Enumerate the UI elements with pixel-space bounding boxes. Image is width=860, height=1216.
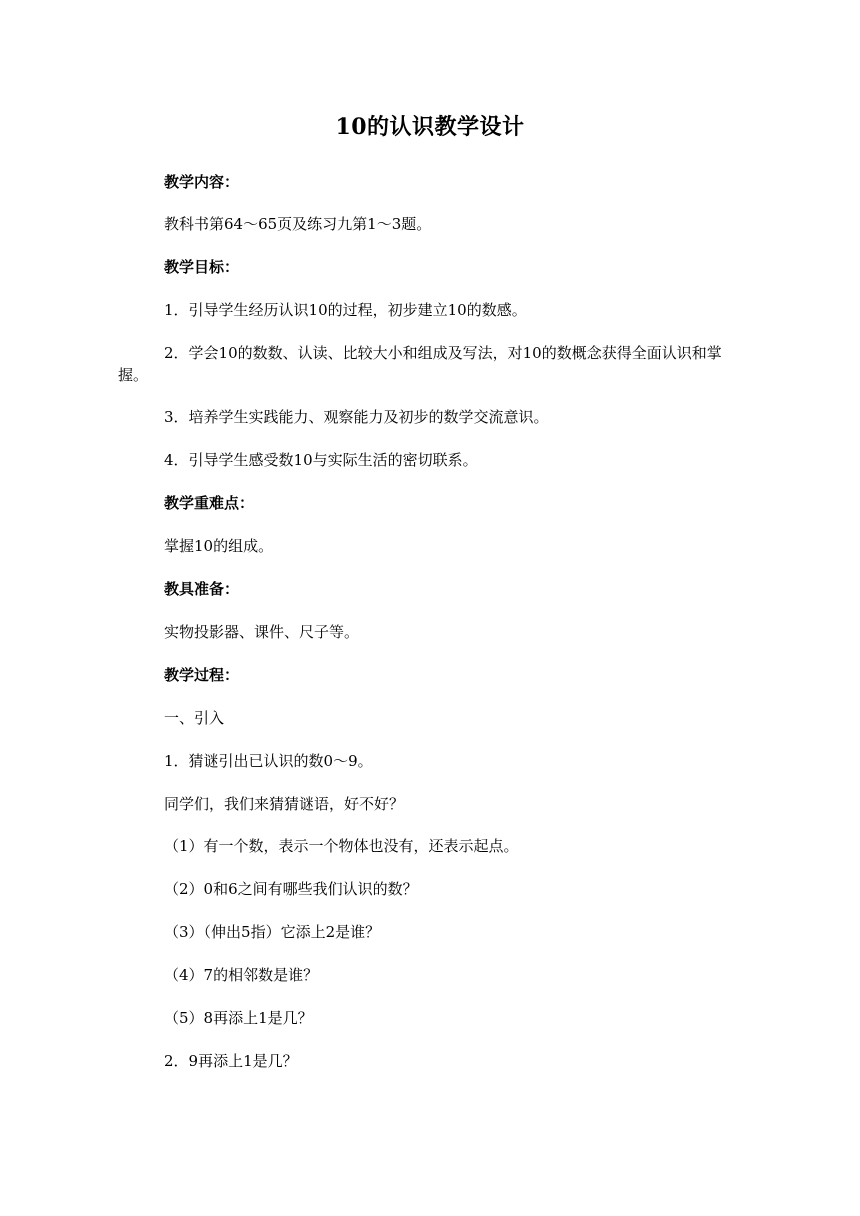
riddle-5: （5）8再添上1是几？ [164, 1009, 313, 1027]
process-prompt: 同学们，我们来猜猜谜语，好不好？ [164, 795, 405, 813]
key-points-text: 掌握10的组成。 [164, 537, 274, 555]
riddle-4: （4）7的相邻数是谁？ [164, 966, 319, 984]
document-title: 10的认识教学设计 [335, 114, 525, 140]
heading-teaching-content: 教学内容： [164, 173, 240, 191]
heading-teaching-goals: 教学目标： [164, 258, 240, 276]
goal-item-3: 3．培养学生实践能力、观察能力及初步的数学交流意识。 [164, 408, 549, 426]
goal-item-4: 4．引导学生感受数10与实际生活的密切联系。 [164, 451, 478, 469]
teaching-content-text: 教科书第64～65页及练习九第1～3题。 [164, 215, 432, 233]
goal-item-1: 1．引导学生经历认识10的过程，初步建立10的数感。 [164, 301, 527, 319]
process-step-1: 1．猜谜引出已认识的数0～9。 [164, 752, 373, 770]
goal-item-2: 2．学会10的数数、认读、比较大小和组成及写法，对10的数概念获得全面认识和掌握。 [118, 344, 722, 384]
process-section-1: 一、引入 [164, 709, 225, 727]
riddle-1: （1）有一个数，表示一个物体也没有，还表示起点。 [164, 837, 519, 855]
heading-teaching-process: 教学过程： [164, 666, 240, 684]
process-step-2: 2．9再添上1是几？ [164, 1052, 298, 1070]
heading-teaching-tools: 教具准备： [164, 580, 240, 598]
heading-key-points: 教学重难点： [164, 494, 255, 512]
riddle-3: （3）（伸出5指）它添上2是谁？ [164, 923, 381, 941]
riddle-2: （2）0和6之间有哪些我们认识的数？ [164, 880, 418, 898]
teaching-tools-text: 实物投影器、课件、尺子等。 [164, 623, 360, 641]
